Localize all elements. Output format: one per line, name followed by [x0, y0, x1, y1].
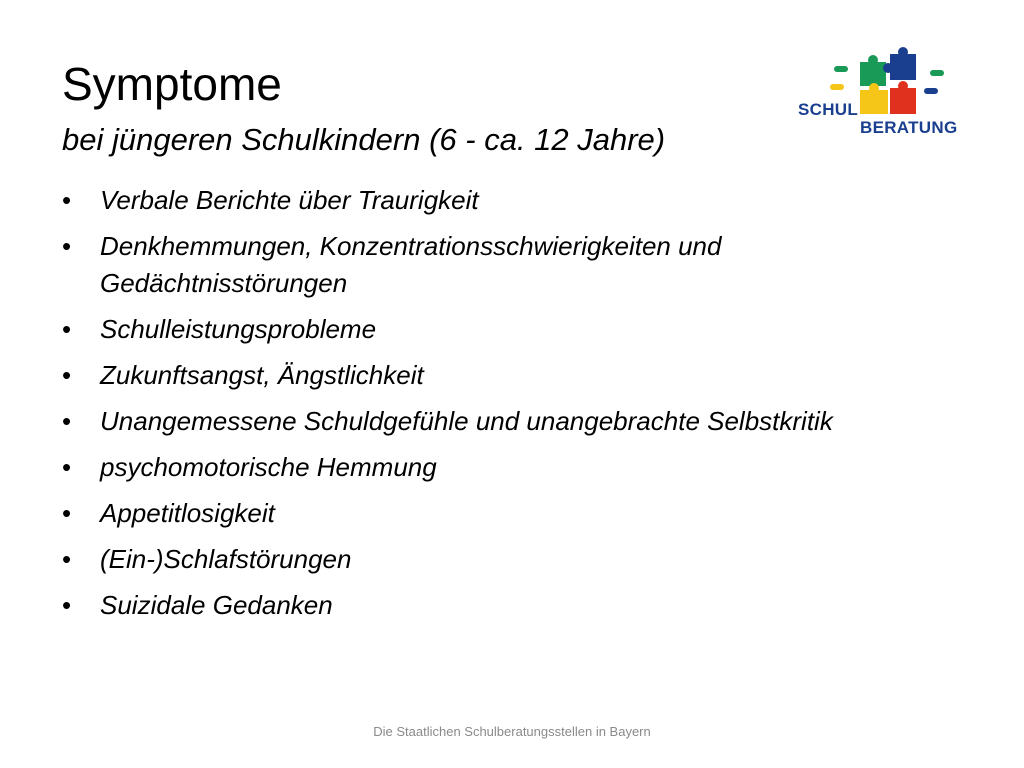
- schulberatung-logo: [790, 40, 970, 140]
- list-item-text: Appetitlosigkeit: [100, 498, 275, 528]
- list-item-text: psychomotorische Hemmung: [100, 452, 437, 482]
- bullet-dot: •: [62, 231, 72, 261]
- logo-text-beratung: BERATUNG: [860, 118, 958, 137]
- bullet-dot: •: [62, 544, 72, 574]
- slide-title: Symptome: [62, 58, 282, 110]
- list-item: [62, 228, 862, 302]
- bullet-dot: •: [62, 406, 72, 436]
- list-item-text: Schulleistungsprobleme: [100, 314, 377, 344]
- bullet-dot: •: [62, 314, 72, 344]
- bullet-list: [62, 182, 862, 633]
- logo-text-schul: SCHUL: [798, 100, 859, 119]
- bullet-dot: •: [62, 590, 72, 620]
- list-item-text: Verbale Berichte über Traurigkeit: [100, 185, 479, 215]
- bullet-dot: •: [62, 185, 72, 215]
- list-item: [62, 449, 862, 486]
- list-item: [62, 182, 862, 219]
- list-item: [62, 495, 862, 532]
- bullet-dot: •: [62, 452, 72, 482]
- list-item-text: Zukunftsangst, Ängstlichkeit: [100, 360, 424, 390]
- bullet-dot: •: [62, 498, 72, 528]
- list-item: [62, 587, 862, 624]
- list-item: [62, 541, 862, 578]
- slide-subtitle: bei jüngeren Schulkindern (6 - ca. 12 Jahre): [62, 122, 666, 157]
- list-item-text: Suizidale Gedanken: [100, 590, 333, 620]
- list-item-text: Denkhemmungen, Konzentrationsschwierigkeiten und Gedächtnisstörungen: [100, 231, 722, 298]
- bullet-dot: •: [62, 360, 72, 390]
- list-item: [62, 357, 862, 394]
- list-item: [62, 403, 862, 440]
- slide-footer: Die Staatlichen Schulberatungsstellen in Bayern: [373, 724, 651, 739]
- list-item: [62, 311, 862, 348]
- list-item-text: Unangemessene Schuldgefühle und unangebrachte Selbstkritik: [100, 406, 833, 436]
- list-item-text: (Ein-)Schlafstörungen: [100, 544, 352, 574]
